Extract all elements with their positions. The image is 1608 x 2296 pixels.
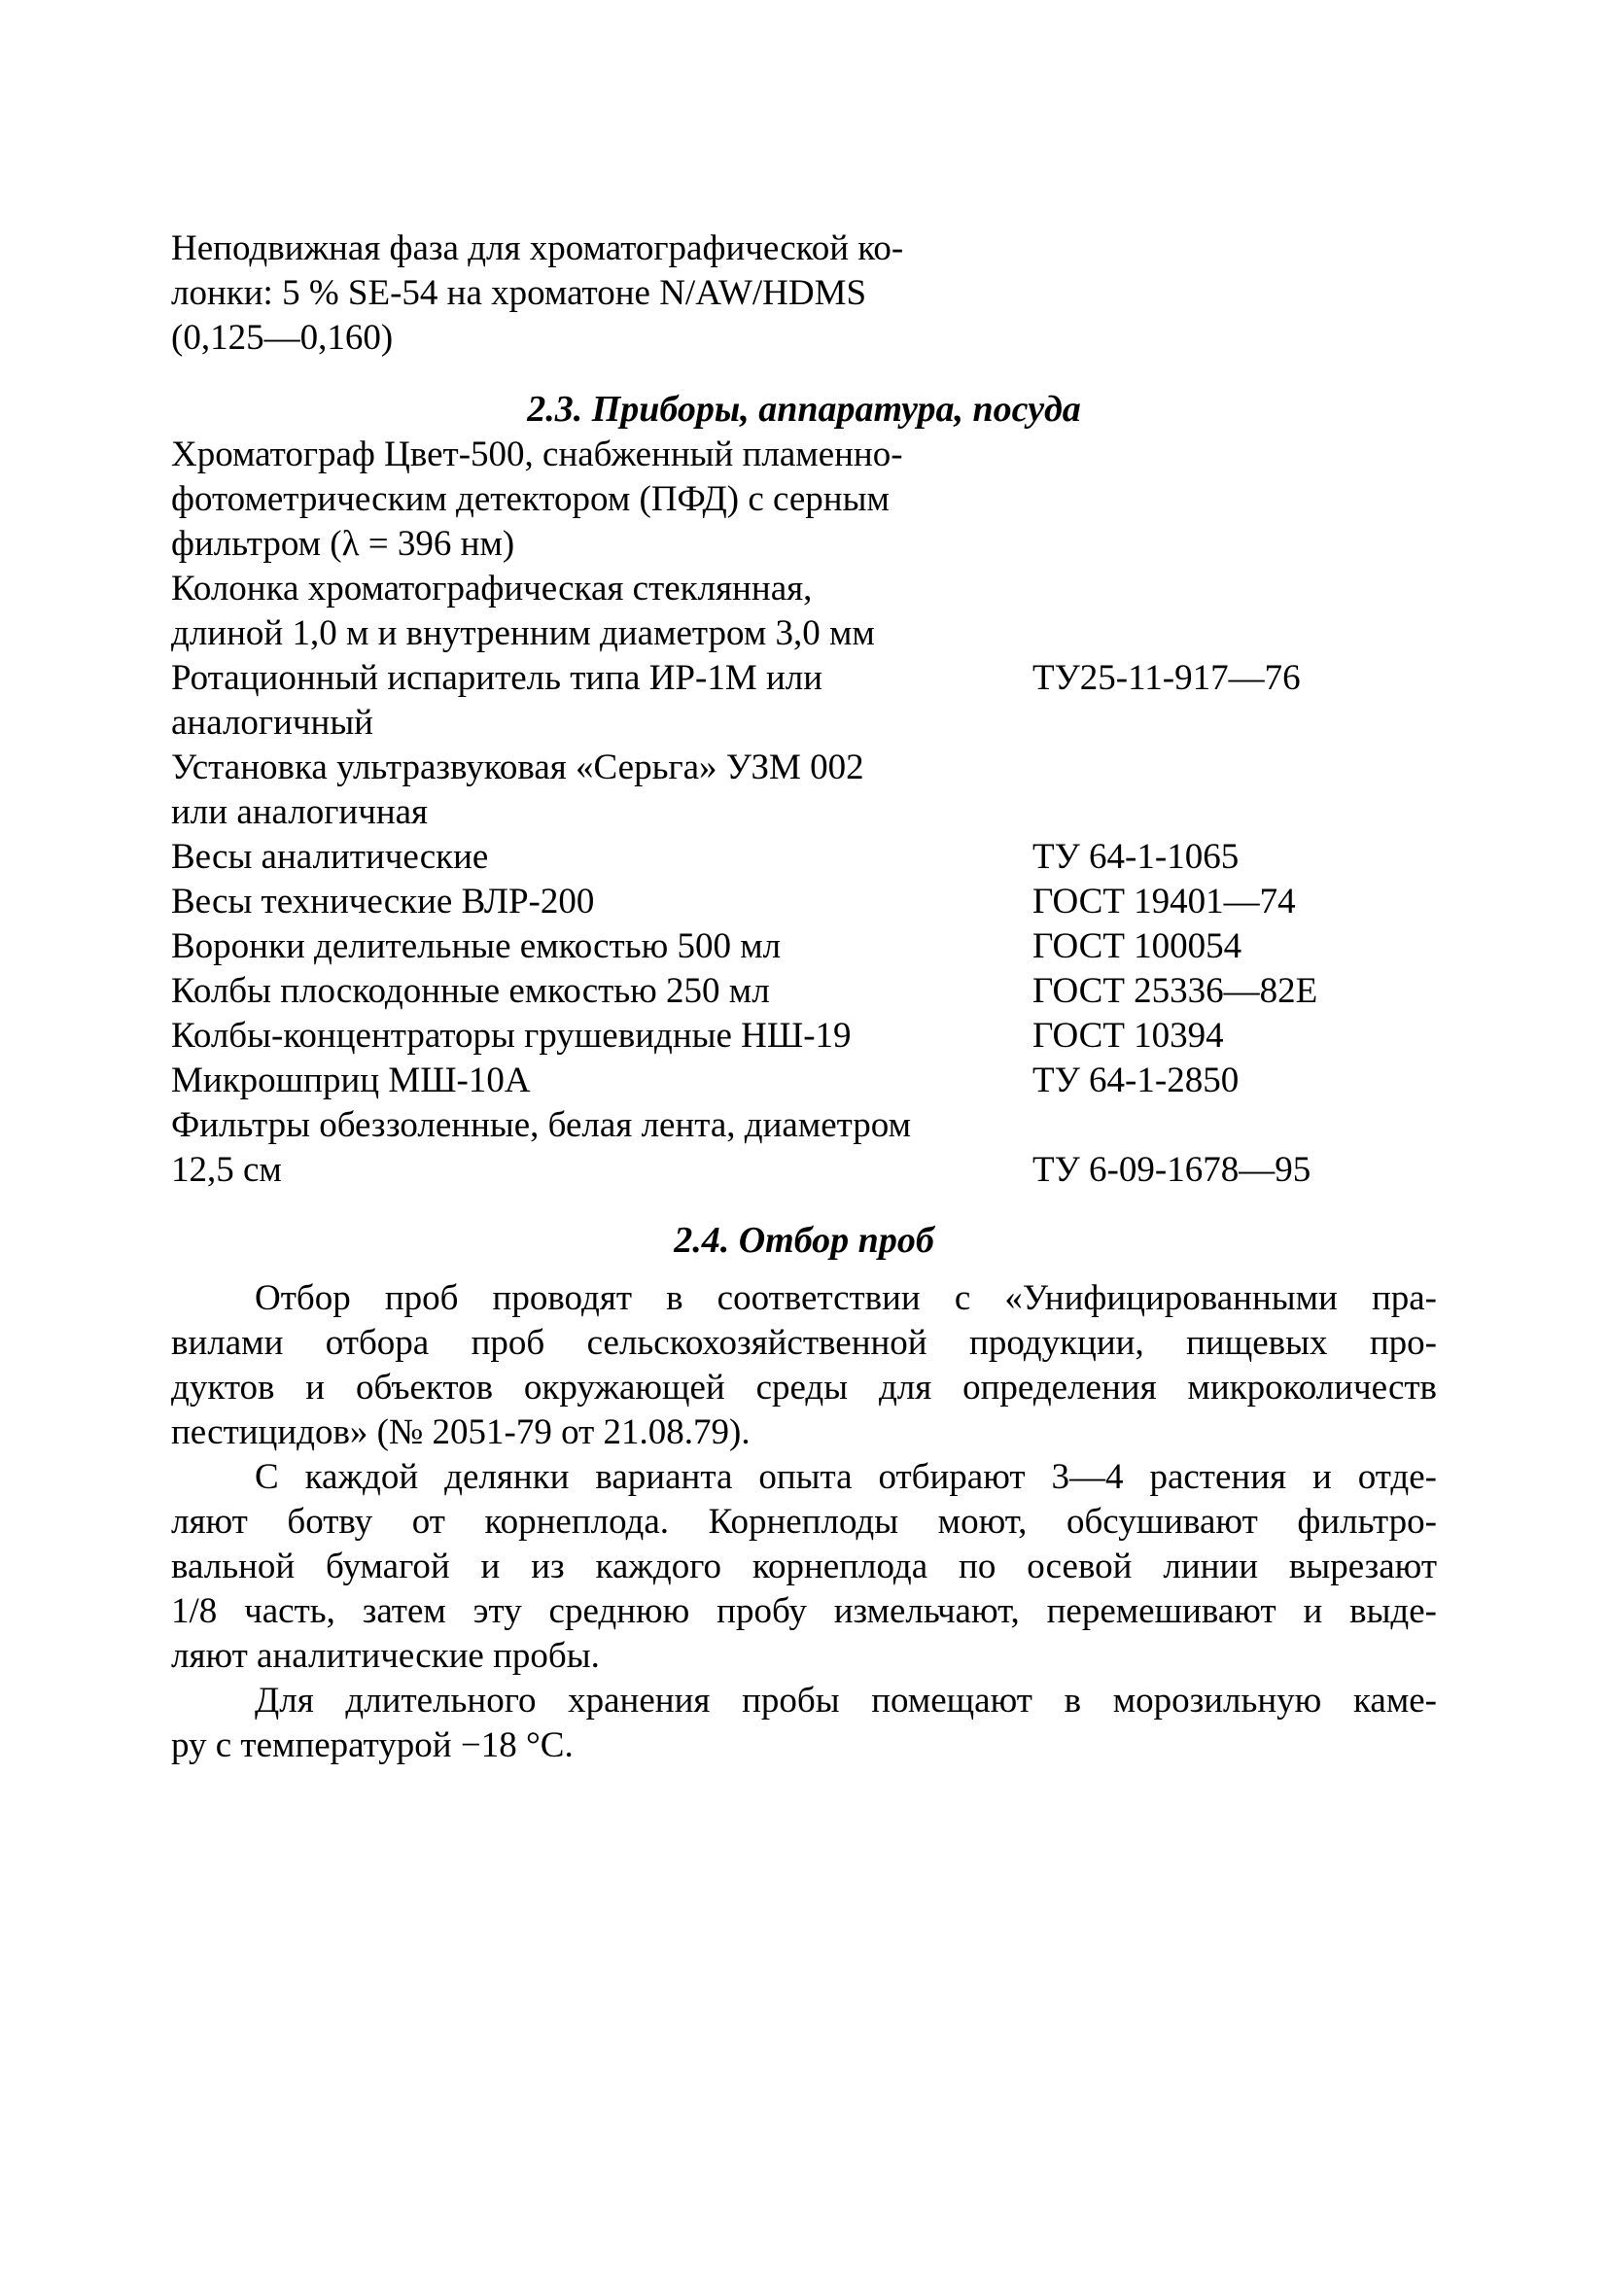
paragraph-line: С каждой делянки варианта опыта отбирают 3—4 растения и отде- <box>255 1457 1437 1497</box>
equipment-standard: ГОСТ 100054 <box>1032 926 1242 966</box>
equipment-standard: ГОСТ 25336—82Е <box>1032 971 1318 1011</box>
equipment-name: Воронки делительные емкостью 500 мл <box>171 926 782 966</box>
equipment-row <box>171 567 1437 611</box>
paragraph-line: ляют ботву от корнеплода. Корнеплоды моют, обсушивают фильтро- <box>171 1502 1437 1542</box>
paragraph <box>171 1276 1437 1455</box>
equipment-standard: ГОСТ 10394 <box>1032 1016 1224 1056</box>
equipment-name: фильтром (λ = 396 нм) <box>171 524 515 564</box>
equipment-row <box>171 477 1437 522</box>
equipment-standard: ГОСТ 19401—74 <box>1032 882 1296 922</box>
text-line: лонки: 5 % SE-54 на хроматоне N/AW/HDMS <box>171 273 867 313</box>
equipment-name: Ротационный испаритель типа ИР-1М или <box>171 658 823 698</box>
equipment-row <box>171 433 1437 477</box>
equipment-name: Хроматограф Цвет-500, снабженный пламенно- <box>171 435 903 474</box>
paragraph-line: пестицидов» (№ 2051-79 от 21.08.79). <box>171 1412 751 1452</box>
equipment-row <box>171 746 1437 790</box>
paragraph <box>171 1679 1437 1768</box>
equipment-name: Колбы-концентраторы грушевидные НШ-19 <box>171 1016 852 1056</box>
equipment-name: Весы технические ВЛР-200 <box>171 882 595 922</box>
equipment-row <box>171 611 1437 656</box>
equipment-row <box>171 969 1437 1014</box>
paragraph-line: вилами отбора проб сельскохозяйственной продукции, пищевых про- <box>171 1323 1437 1363</box>
paragraph-line: ляют аналитические пробы. <box>171 1636 600 1676</box>
equipment-name: 12,5 см <box>171 1150 282 1190</box>
equipment-name: Колбы плоскодонные емкостью 250 мл <box>171 971 770 1011</box>
equipment-name: аналогичный <box>171 703 373 743</box>
paragraph-line: Отбор проб проводят в соответствии с «Унифицированными пра- <box>255 1278 1437 1318</box>
text-line: Неподвижная фаза для хроматографической ко- <box>171 228 904 268</box>
equipment-row <box>171 1103 1437 1148</box>
equipment-row <box>171 1148 1437 1193</box>
section-heading-2-3: 2.3. Приборы, аппаратура, посуда <box>527 389 1081 430</box>
equipment-name: длиной 1,0 м и внутренним диаметром 3,0 мм <box>171 613 875 653</box>
equipment-row <box>171 1014 1437 1059</box>
equipment-name: Колонка хроматографическая стеклянная, <box>171 569 813 609</box>
equipment-standard: ТУ 64-1-2850 <box>1032 1061 1240 1100</box>
paragraph-line: дуктов и объектов окружающей среды для определения микроколичеств <box>171 1368 1437 1408</box>
equipment-row <box>171 790 1437 835</box>
text-line: (0,125—0,160) <box>171 318 394 358</box>
paragraph-line: вальной бумагой и из каждого корнеплода по осевой линии вырезают <box>171 1547 1437 1586</box>
equipment-name: Фильтры обеззоленные, белая лента, диаметром <box>171 1105 912 1145</box>
equipment-row <box>171 701 1437 746</box>
equipment-row <box>171 656 1437 701</box>
equipment-standard: ТУ25-11-917—76 <box>1032 658 1301 698</box>
equipment-standard: ТУ 64-1-1065 <box>1032 837 1240 877</box>
equipment-name: Весы аналитические <box>171 837 489 877</box>
paragraph <box>171 1455 1437 1679</box>
equipment-name: Установка ультразвуковая «Серьга» УЗМ 002 <box>171 748 864 787</box>
equipment-name: фотометрическим детектором (ПФД) с серным <box>171 479 890 519</box>
equipment-name: Микрошприц МШ-10А <box>171 1061 531 1100</box>
section-heading-2-4: 2.4. Отбор проб <box>674 1220 934 1261</box>
equipment-name: или аналогичная <box>171 792 429 832</box>
equipment-row <box>171 1059 1437 1103</box>
stationary-phase-text <box>171 226 1437 361</box>
paragraph-line: 1/8 часть, затем эту среднюю пробу измельчают, перемешивают и выде- <box>171 1591 1437 1631</box>
equipment-row <box>171 522 1437 567</box>
paragraph-line: Для длительного хранения пробы помещают в морозильную каме- <box>255 1681 1437 1721</box>
equipment-standard: ТУ 6-09-1678—95 <box>1032 1150 1311 1190</box>
equipment-row <box>171 835 1437 880</box>
equipment-row <box>171 924 1437 969</box>
equipment-row <box>171 880 1437 924</box>
paragraph-line: ру с температурой −18 °С. <box>171 1725 574 1765</box>
